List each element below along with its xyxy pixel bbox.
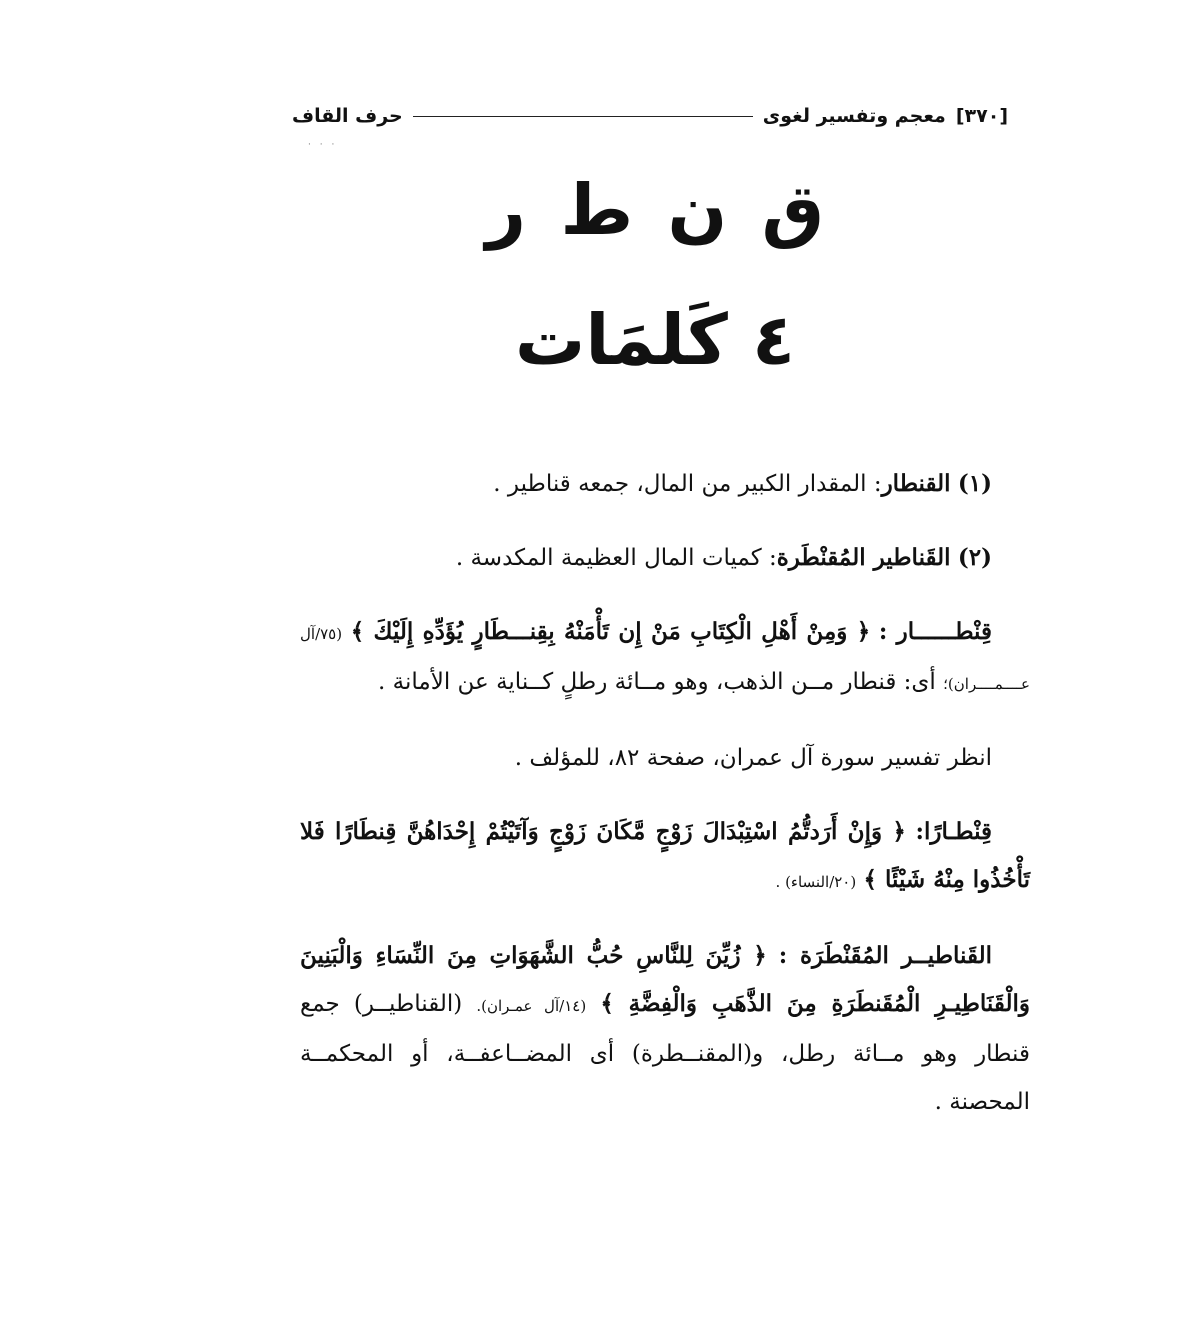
definition-text: : كميات المال العظيمة المكدسة . [455,545,777,571]
definition-number: (١) [957,470,992,497]
header-marks: · · · [308,140,338,150]
note-text: انظر تفسير سورة آل عمران، صفحة ٨٢، للمؤلف . [514,745,992,771]
quran-quote: ﴿ وَمِنْ أَهْلِ الْكِتَابِ مَنْ إِن تَأْمَنْهُ بِقِنـــطَارٍ يُؤَدِّهِ إِلَيْكَ ﴾ [350,618,871,645]
entry-qintar [300,608,1030,708]
entry-qintaran [300,808,1030,906]
entry-term: قِنْطـارًا: [915,818,993,845]
quran-quote: ﴿ زُيِّنَ لِلنَّاسِ حُبُّ الشَّهَوَاتِ مِنَ النِّسَاءِ وَالْبَنِينَ وَالْقَنَاطِيـرِ الْمُقَنطَرَةِ مِنَ الذَّهَبِ وَالْفِضَّةِ ﴾ [300,942,1031,1017]
word-count-title: ٤ كَلمَات [515,299,795,381]
entry-body [300,460,1030,1152]
definition-number: (٢) [957,544,992,571]
verse-reference: (١٤/آل عمـران). [476,997,587,1015]
verse-reference: (٧٥/آل عــــمــــران)؛ [300,625,1030,693]
running-header [292,100,1008,132]
definition-term: القَناطير المُقنْطَرة [776,544,951,571]
entry-qanatir [300,932,1030,1126]
root-letters-title: ق ن ط ر [485,169,825,251]
quran-quote: ﴿ وَإِنْ أَرَدتُّمُ اسْتِبْدَالَ زَوْجٍ مَّكَانَ زَوْجٍ وَآتَيْتُمْ إِحْدَاهُنَّ قِنطَارًا فَلا تَأْخُذُوا مِنْهُ شَيْئًا ﴾ [300,818,1030,893]
definition-2 [300,534,1030,582]
entry-term: قِنْطــــــار : [878,618,992,645]
definition-term: القنطار [881,470,951,497]
book-title: معجم وتفسير لغوى [762,105,946,127]
page-number: [٣٧٠] [955,105,1008,127]
section-name: حرف القاف [292,105,403,127]
author-note [300,734,1030,782]
definition-1 [300,460,1030,508]
entry-explanation: (القناطيــر) جمع قنطار وهو مــائة رطل، و(المقنــطرة) أى المضــاعفــة، أو المحكمــة المحصنة . [300,991,1030,1115]
verse-reference: (٢٠/النساء) . [775,873,857,891]
header-rule [413,116,753,117]
definition-text: : المقدار الكبير من المال، جمعه قناطير . [493,471,882,497]
entry-explanation: أى: قنطار مــن الذهب، وهو مــائة رطلٍ كــناية عن الأمانة . [378,669,936,695]
entry-term: القَناطيــر المُقَنْطَرَة : [778,942,992,969]
